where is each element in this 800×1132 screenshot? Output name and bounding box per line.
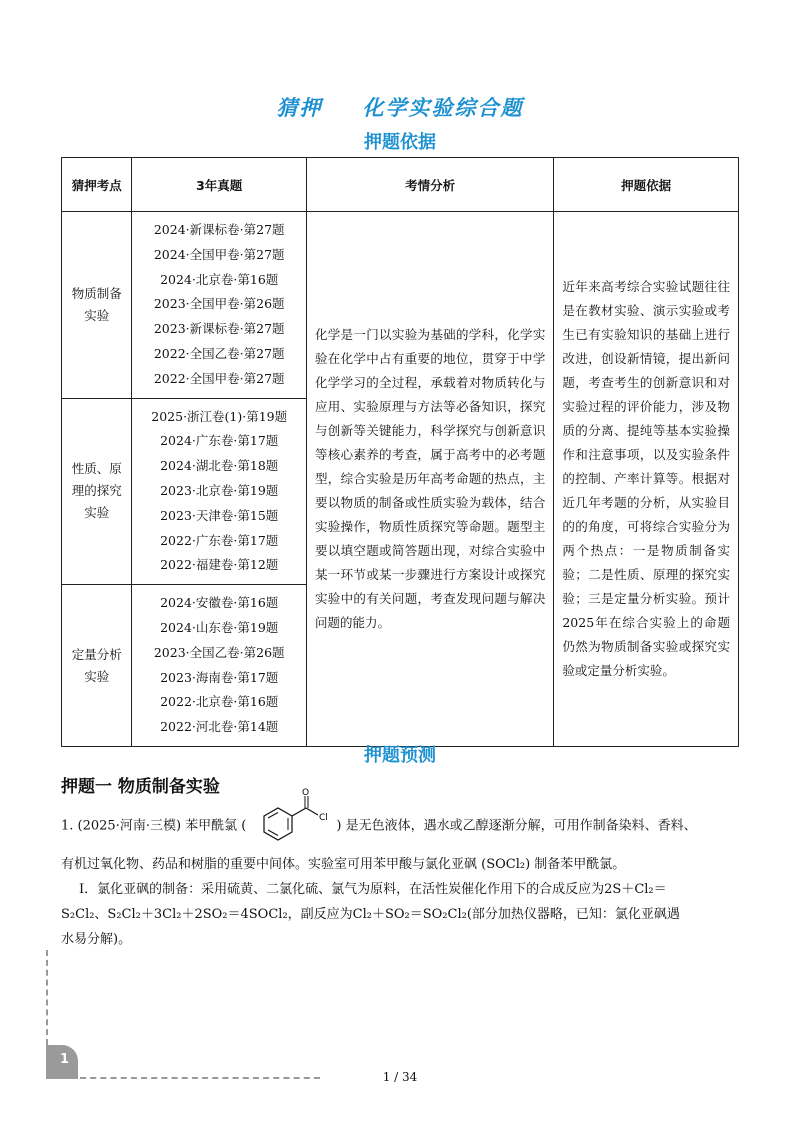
- category-cell: 性质、原理的探究实验: [62, 398, 132, 585]
- exam-item: 2024·湖北卷·第18题: [160, 458, 279, 474]
- exam-item: 2022·全国乙卷·第27题: [153, 345, 285, 361]
- question-line: 1. (2025·河南·三模) 苯甲酰氯 ( O Cl ) 是无色液体，遇水或乙醇逐渐分解，可用作制备染料、香料、: [61, 800, 751, 852]
- exam-item: 2023·全国甲卷·第26题: [153, 296, 285, 312]
- page-badge: 1: [46, 1045, 78, 1079]
- category-cell: 物质制备实验: [62, 212, 132, 399]
- exam-item: 2024·新课标卷·第27题: [153, 222, 285, 237]
- basis-cell: 近年来高考综合实验试题往往是在教材实验、演示实验或考生已有实验知识的基础上进行改进，创设新情镜，提出新问题，考查考生的创新意识和对实验过程的评价能力，涉及物质的分离、提纯等基本实验操作和注意事项，以及实验条件的控制、产率计算等。根据对近几年考题的分析，从实验目的的角度，可将综合实验分为两个热点：一是物质制备实验；二是性质、原理的探究实验；三是定量分析实验。预计2025年在综合实验上的命题仍然为物质制备实验或探究实验或定量分析实验。: [554, 212, 739, 747]
- question-heading: 押题一 物质制备实验: [61, 777, 220, 797]
- header-cell: 考情分析: [306, 158, 553, 212]
- chlorine-label: Cl: [319, 813, 329, 823]
- table-header-row: [62, 158, 739, 212]
- question-body: [61, 788, 751, 952]
- analysis-cell: 化学是一门以实验为基础的学科，化学实验在化学中占有重要的地位，贯穿于中学化学学习的全过程，承载着对物质转化与应用、实验原理与方法等必备知识，探究与创新等关键能力，科学探究与创新意识等核心素养的考查，属于高考中的必考题型，综合实验是历年高考命题的热点，主要以物质的制备或性质实验为载体，结合实验操作，物质性质探究等命题。题型主要以填空题或简答题出现，对综合实验中某一环节或某一步骤进行方案设计或探究实验中的有关问题，考查发现问题与解决问题的能力。: [306, 212, 553, 747]
- exam-item: 2023·全国乙卷·第26题: [153, 644, 285, 660]
- exam-item: 2023·海南卷·第17题: [160, 669, 279, 685]
- section-title-basis: 押题依据: [364, 132, 436, 153]
- exam-item: 2023·新课标卷·第27题: [153, 321, 285, 337]
- exam-list: [132, 585, 307, 747]
- question-line: 水易分解)。: [61, 932, 132, 947]
- exam-list: [132, 398, 307, 585]
- benzoyl-chloride-structure-icon: [246, 788, 336, 852]
- exam-item: 2022·福建卷·第12题: [160, 557, 279, 573]
- exam-item: 2024·北京卷·第16题: [160, 271, 279, 287]
- page-decoration-line: [46, 950, 48, 1045]
- header-cell: 猜押考点: [62, 158, 132, 212]
- exam-item: 2022·北京卷·第16题: [160, 694, 279, 710]
- question-line: I．氯化亚砜的制备：采用硫黄、二氯化硫、氯气为原料，在活性炭催化作用下的合成反应为2S＋Cl₂＝: [79, 882, 667, 897]
- header-cell: 3年真题: [132, 158, 307, 212]
- exam-item: 2023·天津卷·第15题: [160, 507, 279, 523]
- exam-item: 2024·安徽卷·第16题: [160, 595, 279, 611]
- oxygen-label: O: [302, 788, 310, 798]
- page-number: 1 / 34: [382, 1070, 418, 1084]
- exam-item: 2022·河北卷·第14题: [160, 719, 279, 735]
- question-line: S₂Cl₂、S₂Cl₂＋3Cl₂＋2SO₂＝4SOCl₂，副反应为Cl₂＋SO₂＝SO₂Cl₂(部分加热仪器略，已知：氯化亚砜遇: [61, 907, 680, 922]
- exam-item: 2024·山东卷·第19题: [160, 619, 279, 635]
- exam-item: 2024·广东卷·第17题: [160, 433, 279, 449]
- exam-item: 2024·全国甲卷·第27题: [153, 246, 285, 262]
- exam-item: 2025·浙江卷(1)·第19题: [151, 408, 288, 424]
- question-line: 有机过氧化物、药品和树脂的重要中间体。实验室可用苯甲酸与氯化亚砜 (SOCl₂) 制备苯甲酰氯。: [61, 857, 626, 872]
- exam-item: 2022·全国甲卷·第27题: [153, 370, 285, 386]
- exam-list: [132, 212, 307, 399]
- header-cell: 押题依据: [554, 158, 739, 212]
- main-title: 猜押 化学实验综合题: [276, 96, 524, 120]
- table-row: [62, 212, 739, 399]
- exam-item: 2022·广东卷·第17题: [160, 532, 279, 548]
- basis-table: [61, 157, 739, 747]
- exam-item: 2023·北京卷·第19题: [160, 482, 279, 498]
- category-cell: 定量分析实验: [62, 585, 132, 747]
- section-title-prediction: 押题预测: [364, 745, 436, 766]
